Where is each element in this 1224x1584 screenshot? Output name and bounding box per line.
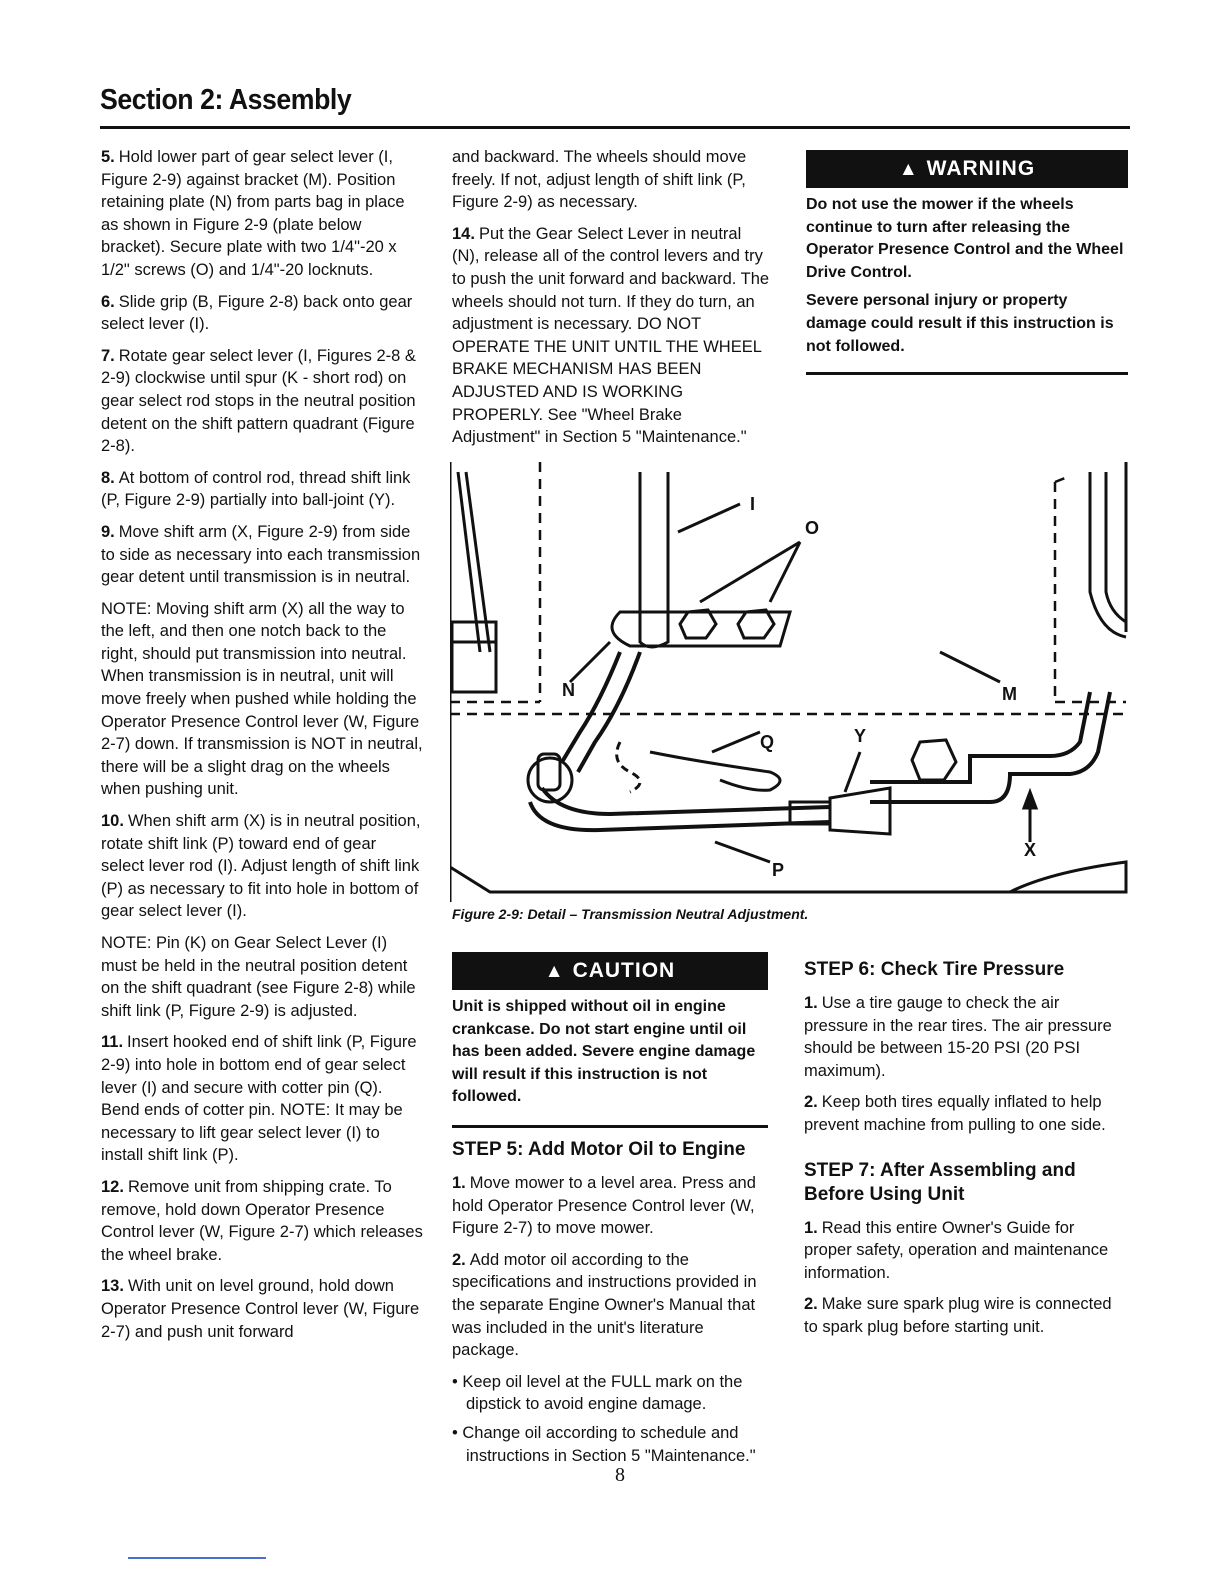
warning-text: Do not use the mower if the wheels continue to turn after releasing the Operator Presence Control and the Wheel Drive Control. Severe personal injury or property damage could result if this instruction is not followed. <box>806 196 1124 355</box>
warning-rule <box>806 372 1128 375</box>
step-8: 8. At bottom of control rod, thread shift link (P, Figure 2-9) partially into ball-joint (Y). <box>101 468 411 510</box>
figure-caption: Figure 2-9: Detail – Transmission Neutral Adjustment. <box>452 906 809 922</box>
label-p: P <box>772 860 785 880</box>
label-x: X <box>1024 840 1037 860</box>
step-11: 11. Insert hooked end of shift link (P, Figure 2-9) into hole in bottom end of gear select lever (I) and secure with cotter pin (Q). Bend ends of cotter pin. NOTE: It may be necessary to lift gear select lever (I) to install shift link (P). <box>101 1033 417 1165</box>
step-5-bullet-2: • Change oil according to schedule and instructions in Section 5 "Maintenance." <box>452 1423 756 1465</box>
step-5-heading: STEP 5: Add Motor Oil to Engine <box>452 1139 746 1160</box>
step-7-heading: STEP 7: After Assembling and Before Using Unit <box>804 1159 1076 1205</box>
step-6-heading: STEP 6: Check Tire Pressure <box>804 959 1065 980</box>
step-5-section <box>452 1138 772 1473</box>
step-7-item-1: 1. Read this entire Owner's Guide for proper safety, operation and maintenance information. <box>804 1218 1109 1282</box>
warning-box <box>806 150 1128 375</box>
step-6: 6. Slide grip (B, Figure 2-8) back onto gear select lever (I). <box>101 292 413 334</box>
step-6-item-2: 2. Keep both tires equally inflated to help prevent machine from pulling to one side. <box>804 1093 1106 1134</box>
column-1 <box>101 146 423 1352</box>
bottom-rule <box>128 1557 266 1559</box>
step-5-item-1: 1. Move mower to a level area. Press and hold Operator Presence Control lever (W, Figure 2-7) to move mower. <box>452 1174 756 1238</box>
steps-6-7-section <box>804 958 1124 1348</box>
step-5-bullet-1: • Keep oil level at the FULL mark on the dipstick to avoid engine damage. <box>452 1372 743 1414</box>
step-14: 14. Put the Gear Select Lever in neutral (N), release all of the control levers and try to push the unit forward and backward. The wheels should not turn. If they do turn, an adjustment is necessary. DO NOT OPERATE THE UNIT UNTIL THE WHEEL BRAKE MECHANISM HAS BEEN ADJUSTED AND IS WORKING PROPERLY. See "Wheel Brake Adjustment" in Section 5 "Maintenance." <box>452 224 770 447</box>
note-neutral: NOTE: Moving shift arm (X) all the way to the left, and then one notch back to the right, should put transmission into neutral. When transmission is in neutral, unit will move freely when pushed while holding the Operator Presence Control lever (W, Figure 2-7) down. If transmission is NOT in neutral, there will be a slight drag on the wheels when pushing unit. <box>101 599 423 799</box>
figure-2-9-diagram <box>450 462 1130 902</box>
warning-banner: ▲ WARNING <box>806 150 1128 188</box>
step-9: 9. Move shift arm (X, Figure 2-9) from side to side as necessary into each transmission gear detent until transmission is in neutral. <box>101 522 421 587</box>
label-m: M <box>1002 684 1017 704</box>
section-title: Section 2: Assembly <box>100 84 352 116</box>
step-5: 5. Hold lower part of gear select lever (I, Figure 2-9) against bracket (M). Position retaining plate (N) from parts bag in place as shown in Figure 2-9 (plate below bracket). Secure plate with two 1/4"-20 x 1/2" screws (O) and 1/4"-20 locknuts. <box>101 148 405 279</box>
label-n: N <box>562 680 575 700</box>
caution-banner: ▲ CAUTION <box>452 952 768 990</box>
step-5-item-2: 2. Add motor oil according to the specifications and instructions provided in the separate Engine Owner's Manual that was included in the unit's literature package. <box>452 1250 757 1360</box>
step-7: 7. Rotate gear select lever (I, Figures 2-8 & 2-9) clockwise until spur (K - short rod) on gear select rod stops in the neutral position detent on the shift pattern quadrant (Figure 2-8). <box>101 346 416 456</box>
caution-text: Unit is shipped without oil in engine crankcase. Do not start engine until oil has been added. Severe engine damage will result if this instruction is not followed. <box>452 998 756 1106</box>
title-rule <box>100 126 1130 129</box>
caution-box <box>452 952 768 1128</box>
page-number: 8 <box>615 1464 625 1486</box>
step-13-continued: and backward. The wheels should move freely. If not, adjust length of shift link (P, Figure 2-9) as necessary. <box>452 148 747 212</box>
caution-triangle-icon: ▲ <box>544 961 565 982</box>
step-12: 12. Remove unit from shipping crate. To remove, hold down Operator Presence Control lever (W, Figure 2-7) which releases the wheel brake. <box>101 1177 423 1264</box>
step-10: 10. When shift arm (X) is in neutral position, rotate shift link (P) toward end of gear select lever rod (I). Adjust length of shift link (P) as necessary to fit into hole in bottom of gear select lever (I). <box>101 812 421 921</box>
note-pin: NOTE: Pin (K) on Gear Select Lever (I) must be held in the neutral position detent on the shift quadrant (see Figure 2-8) while shift link (P, Figure 2-9) is adjusted. <box>101 934 416 1020</box>
label-i: I <box>750 494 756 514</box>
label-o: O <box>805 518 820 538</box>
warning-triangle-icon: ▲ <box>898 159 919 180</box>
label-q: Q <box>760 732 775 752</box>
step-7-item-2: 2. Make sure spark plug wire is connected to spark plug before starting unit. <box>804 1295 1112 1336</box>
label-y: Y <box>854 726 867 746</box>
column-2 <box>452 146 772 458</box>
caution-rule <box>452 1125 768 1128</box>
step-13: 13. With unit on level ground, hold down Operator Presence Control lever (W, Figure 2-7) and push unit forward <box>101 1277 420 1341</box>
step-6-item-1: 1. Use a tire gauge to check the air pressure in the rear tires. The air pressure should be between 15-20 PSI (20 PSI maximum). <box>804 994 1112 1080</box>
